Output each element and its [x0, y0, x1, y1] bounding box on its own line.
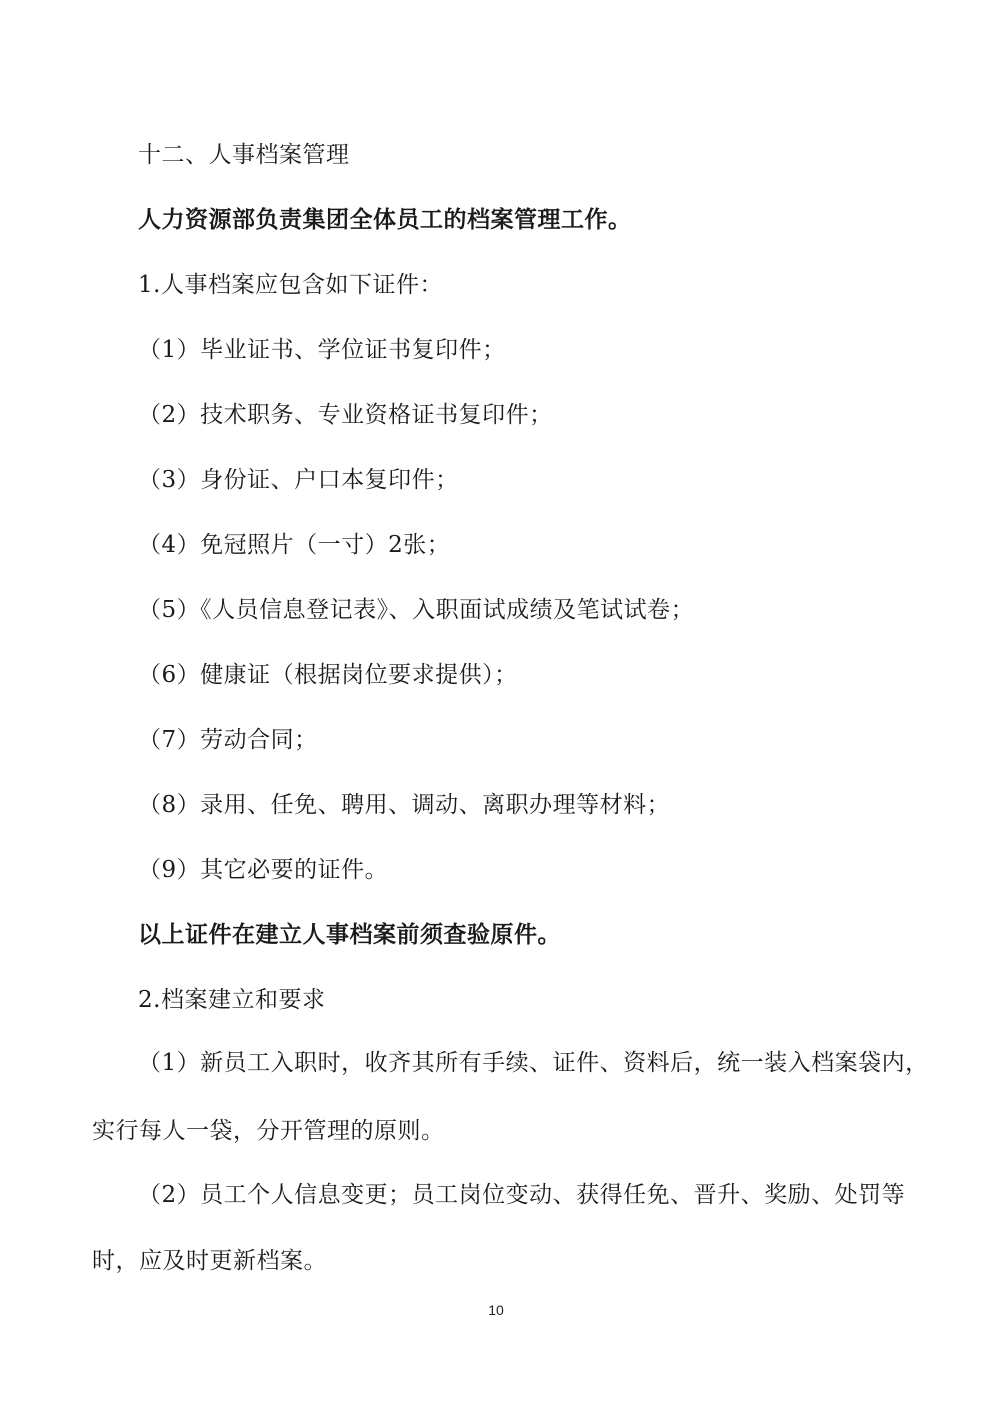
paragraph-2-line-2: 时，应及时更新档案。	[92, 1248, 327, 1274]
list-item: （2）技术职务、专业资格证书复印件；	[138, 402, 553, 428]
paragraph-1-line-2: 实行每人一袋，分开管理的原则。	[92, 1118, 445, 1144]
page-number: 10	[488, 1302, 504, 1318]
list-item: （1）毕业证书、学位证书复印件；	[138, 337, 506, 363]
paragraph-1-line-1: （1）新员工入职时，收齐其所有手续、证件、资料后，统一装入档案袋内，	[138, 1050, 929, 1076]
intro-paragraph: 人力资源部负责集团全体员工的档案管理工作。	[138, 206, 632, 233]
part2-heading: 2.档案建立和要求	[138, 987, 326, 1013]
list-item: （4）免冠照片（一寸）2张；	[138, 532, 451, 558]
section-title: 十二、人事档案管理	[138, 142, 350, 168]
list-item: （9）其它必要的证件。	[138, 857, 389, 883]
part1-heading: 1.人事档案应包含如下证件：	[138, 272, 443, 298]
list-item: （3）身份证、户口本复印件；	[138, 467, 459, 493]
paragraph-2-line-1: （2）员工个人信息变更；员工岗位变动、获得任免、晋升、奖励、处罚等	[138, 1182, 906, 1208]
part1-note: 以上证件在建立人事档案前须查验原件。	[138, 921, 561, 948]
list-item: （5）《人员信息登记表》、入职面试成绩及笔试试卷；	[138, 597, 695, 623]
list-item: （8）录用、任免、聘用、调动、离职办理等材料；	[138, 792, 671, 818]
list-item: （7）劳动合同；	[138, 727, 318, 753]
list-item: （6）健康证（根据岗位要求提供）；	[138, 662, 518, 688]
